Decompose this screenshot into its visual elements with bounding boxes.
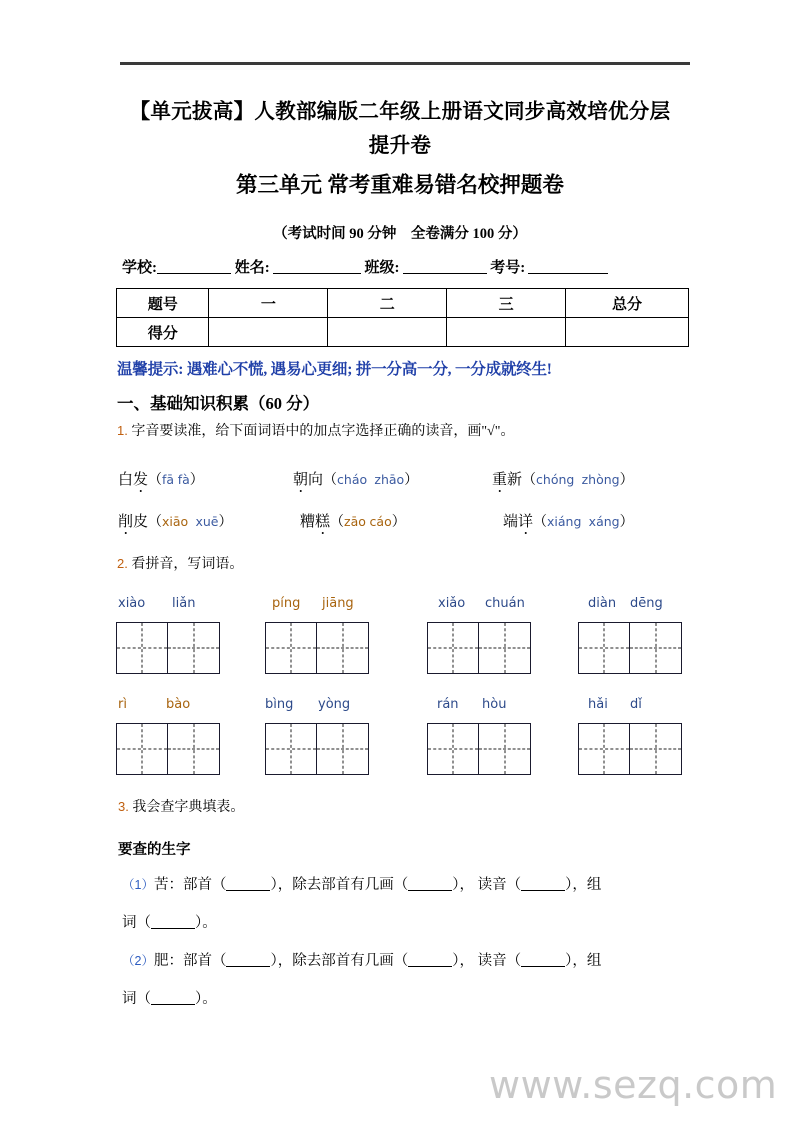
exam-id-label: 考号: bbox=[490, 260, 526, 276]
tianzige-cell[interactable] bbox=[427, 723, 479, 775]
tianzige-cell[interactable] bbox=[630, 723, 682, 775]
entry-2-seg7: ）。 bbox=[195, 991, 217, 1007]
score-cell-3[interactable] bbox=[447, 318, 566, 347]
tianzige-set-r2-2[interactable] bbox=[265, 723, 369, 775]
entry-1-seg5: ），组 bbox=[565, 877, 602, 893]
school-label: 学校: bbox=[122, 260, 157, 276]
q1-item-4[interactable]: 糟糕（zāo cáo） bbox=[300, 510, 406, 531]
entry-1-index: （1） bbox=[122, 878, 154, 892]
table-row-header bbox=[117, 289, 689, 318]
tianzige-set-r1-4[interactable] bbox=[578, 622, 682, 674]
entry-1-seg6: 词（ bbox=[122, 915, 151, 931]
tianzige-cell[interactable] bbox=[317, 622, 369, 674]
class-blank[interactable] bbox=[403, 259, 487, 274]
entry-2-blank-pinyin[interactable] bbox=[521, 953, 565, 967]
exam-meta: （考试时间 90 分钟 全卷满分 100 分） bbox=[273, 226, 527, 242]
q2-r2-w2-s2: yòng bbox=[318, 697, 351, 712]
tianzige-cell[interactable] bbox=[265, 723, 317, 775]
entry-1-seg7: ）。 bbox=[195, 915, 217, 931]
score-cell-1[interactable] bbox=[209, 318, 328, 347]
student-info-line bbox=[122, 256, 698, 277]
tianzige-cell[interactable] bbox=[168, 622, 220, 674]
q1-item-1[interactable]: 朝向（cháo zhāo） bbox=[293, 468, 418, 489]
tianzige-cell[interactable] bbox=[168, 723, 220, 775]
page-title-line2: 提升卷 bbox=[368, 135, 432, 157]
entry-1-seg3: ）， bbox=[452, 877, 474, 893]
entry-2-blank-strokes[interactable] bbox=[408, 953, 452, 967]
name-blank[interactable] bbox=[273, 259, 361, 274]
tianzige-cell[interactable] bbox=[116, 723, 168, 775]
tianzige-cell[interactable] bbox=[578, 723, 630, 775]
tianzige-cell[interactable] bbox=[578, 622, 630, 674]
score-header-3: 三 bbox=[447, 289, 566, 318]
question-2-number: 2. bbox=[117, 556, 128, 571]
q1-item-0-word-dot: 发 bbox=[133, 468, 148, 489]
q1-item-5-word-pre: 端 bbox=[503, 514, 519, 530]
question-3-prompt bbox=[118, 796, 244, 816]
q1-item-3[interactable]: 削皮（xiāo xuē） bbox=[118, 510, 232, 531]
q1-item-1-word-post: 向 bbox=[308, 472, 324, 488]
q1-item-5[interactable]: 端详（xiáng xáng） bbox=[503, 510, 634, 531]
score-table bbox=[116, 288, 689, 347]
tianzige-cell[interactable] bbox=[630, 622, 682, 674]
entry-1-seg4: 读音（ bbox=[477, 877, 522, 893]
question-3-entry-1 bbox=[122, 866, 694, 942]
q1-item-3-word-dot: 削 bbox=[118, 510, 133, 531]
page-title-line1: 【单元拔高】人教部编版二年级上册语文同步高效培优分层 bbox=[129, 101, 671, 123]
q1-item-4-pinyin-b[interactable]: cáo bbox=[369, 514, 392, 529]
q1-item-0-pinyin-b[interactable]: fà bbox=[177, 472, 190, 487]
tianzige-cell[interactable] bbox=[265, 622, 317, 674]
q1-item-2-pinyin-b[interactable]: zhòng bbox=[581, 472, 620, 487]
q2-r2-w1-s1: rì bbox=[118, 697, 127, 712]
entry-1-blank-strokes[interactable] bbox=[408, 877, 452, 891]
tianzige-set-r2-1[interactable] bbox=[116, 723, 220, 775]
score-header-label: 题号 bbox=[117, 289, 209, 318]
name-label: 姓名: bbox=[234, 260, 270, 276]
entry-2-seg2: ），除去部首有几画（ bbox=[270, 953, 409, 969]
tianzige-set-r2-4[interactable] bbox=[578, 723, 682, 775]
tianzige-cell[interactable] bbox=[427, 622, 479, 674]
exam-id-blank[interactable] bbox=[528, 259, 608, 274]
entry-2-seg6: 词（ bbox=[122, 991, 151, 1007]
question-3-text: 我会查字典填表。 bbox=[132, 800, 245, 815]
school-blank[interactable] bbox=[157, 259, 231, 274]
score-header-total: 总分 bbox=[566, 289, 689, 318]
table-row-score bbox=[117, 318, 689, 347]
q2-r2-w3-s2: hòu bbox=[482, 697, 507, 712]
q2-r1-w2-s2: jiāng bbox=[322, 596, 354, 611]
tianzige-cell[interactable] bbox=[479, 622, 531, 674]
question-1-number: 1. bbox=[117, 423, 128, 438]
question-2-prompt bbox=[117, 553, 243, 573]
warm-tip: 温馨提示: 遇难心不慌, 遇易心更细; 拼一分高一分, 一分成就终生! bbox=[117, 361, 552, 378]
q1-item-1-word-dot: 朝 bbox=[293, 468, 308, 489]
entry-2-seg3: ）， bbox=[452, 953, 474, 969]
q2-r2-w3-s1: rán bbox=[437, 697, 459, 712]
entry-1-blank-radical[interactable] bbox=[226, 877, 270, 891]
q1-item-0[interactable]: 白发（fā fà） bbox=[118, 468, 204, 489]
q2-r1-w4-s1: diàn bbox=[588, 596, 617, 611]
entry-2-char: 肥 bbox=[153, 953, 169, 969]
score-header-1: 一 bbox=[209, 289, 328, 318]
q1-item-3-word-post: 皮 bbox=[133, 514, 149, 530]
q1-item-1-pinyin-b[interactable]: zhāo bbox=[374, 472, 405, 487]
score-cell-total[interactable] bbox=[566, 318, 689, 347]
question-3-subheading: 要查的生字 bbox=[118, 842, 191, 858]
q2-pinyin-row-2 bbox=[0, 697, 800, 717]
q2-r2-w4-s1: hǎi bbox=[588, 697, 608, 712]
tianzige-set-r1-1[interactable] bbox=[116, 622, 220, 674]
q2-r2-w4-s2: dǐ bbox=[630, 697, 642, 712]
q1-item-2-word-post: 新 bbox=[507, 472, 523, 488]
class-label: 班级: bbox=[364, 260, 400, 276]
entry-2-blank-word[interactable] bbox=[151, 991, 195, 1005]
q1-item-4-word-pre: 糟 bbox=[300, 514, 316, 530]
q1-item-5-pinyin-a[interactable]: xiáng bbox=[547, 514, 582, 529]
entry-2-blank-radical[interactable] bbox=[226, 953, 270, 967]
q2-r1-w3-s1: xiǎo bbox=[438, 596, 466, 611]
q2-r1-w2-s1: píng bbox=[272, 596, 301, 611]
tianzige-cell[interactable] bbox=[479, 723, 531, 775]
tianzige-set-r1-3[interactable] bbox=[427, 622, 531, 674]
entry-1-seg2: ），除去部首有几画（ bbox=[270, 877, 409, 893]
q1-item-2-pinyin-a[interactable]: chóng bbox=[536, 472, 575, 487]
q1-item-4-pinyin-a[interactable]: zāo bbox=[344, 514, 366, 529]
q1-item-2[interactable]: 重新（chóng zhòng） bbox=[492, 468, 634, 489]
q1-item-0-word-pre: 白 bbox=[118, 472, 134, 488]
question-1-text: 字音要读准，给下面词语中的加点字选择正确的读音，画"√"。 bbox=[131, 424, 515, 439]
section-heading-1: 一、基础知识积累（60 分） bbox=[117, 394, 320, 413]
tianzige-set-r1-2[interactable] bbox=[265, 622, 369, 674]
entry-1-blank-word[interactable] bbox=[151, 915, 195, 929]
q2-r2-w1-s2: bào bbox=[166, 697, 191, 712]
entry-2-seg4: 读音（ bbox=[477, 953, 522, 969]
question-1-prompt bbox=[117, 420, 514, 440]
entry-2-seg5: ），组 bbox=[565, 953, 602, 969]
tianzige-set-r2-3[interactable] bbox=[427, 723, 531, 775]
page-subtitle: 第三单元 常考重难易错名校押题卷 bbox=[236, 173, 564, 197]
q1-item-1-pinyin-a[interactable]: cháo bbox=[337, 472, 368, 487]
q2-pinyin-row-1 bbox=[0, 596, 800, 616]
q2-r2-w2-s1: bìng bbox=[265, 697, 294, 712]
q1-item-3-pinyin-b[interactable]: xuē bbox=[195, 514, 219, 529]
title-block bbox=[100, 95, 700, 203]
q1-item-0-pinyin-a[interactable]: fā bbox=[162, 472, 175, 487]
tianzige-cell[interactable] bbox=[317, 723, 369, 775]
score-header-2: 二 bbox=[328, 289, 447, 318]
question-3-number: 3. bbox=[118, 799, 129, 814]
score-row-label: 得分 bbox=[117, 318, 209, 347]
watermark: www.sezq.com bbox=[489, 1063, 778, 1107]
q2-r1-w1-s1: xiào bbox=[118, 596, 146, 611]
q1-item-3-pinyin-a[interactable]: xiāo bbox=[162, 514, 189, 529]
q2-r1-w1-s2: liǎn bbox=[172, 596, 196, 611]
entry-2-index: （2） bbox=[122, 954, 154, 968]
q1-item-5-word-dot: 详 bbox=[518, 510, 533, 531]
q2-r1-w3-s2: chuán bbox=[485, 596, 525, 611]
entry-1-blank-pinyin[interactable] bbox=[521, 877, 565, 891]
question-2-text: 看拼音，写词语。 bbox=[131, 557, 244, 572]
header-divider bbox=[120, 62, 690, 65]
question-3-entry-2 bbox=[122, 942, 694, 1018]
q1-item-4-word-dot: 糕 bbox=[315, 510, 330, 531]
entry-1-seg1: ：部首（ bbox=[168, 877, 227, 893]
q1-item-5-pinyin-b[interactable]: xáng bbox=[588, 514, 620, 529]
entry-2-seg1: ：部首（ bbox=[168, 953, 227, 969]
score-cell-2[interactable] bbox=[328, 318, 447, 347]
tianzige-cell[interactable] bbox=[116, 622, 168, 674]
q1-item-2-word-dot: 重 bbox=[492, 468, 507, 489]
q2-r1-w4-s2: dēng bbox=[630, 596, 663, 611]
entry-1-char: 苦 bbox=[153, 877, 169, 893]
